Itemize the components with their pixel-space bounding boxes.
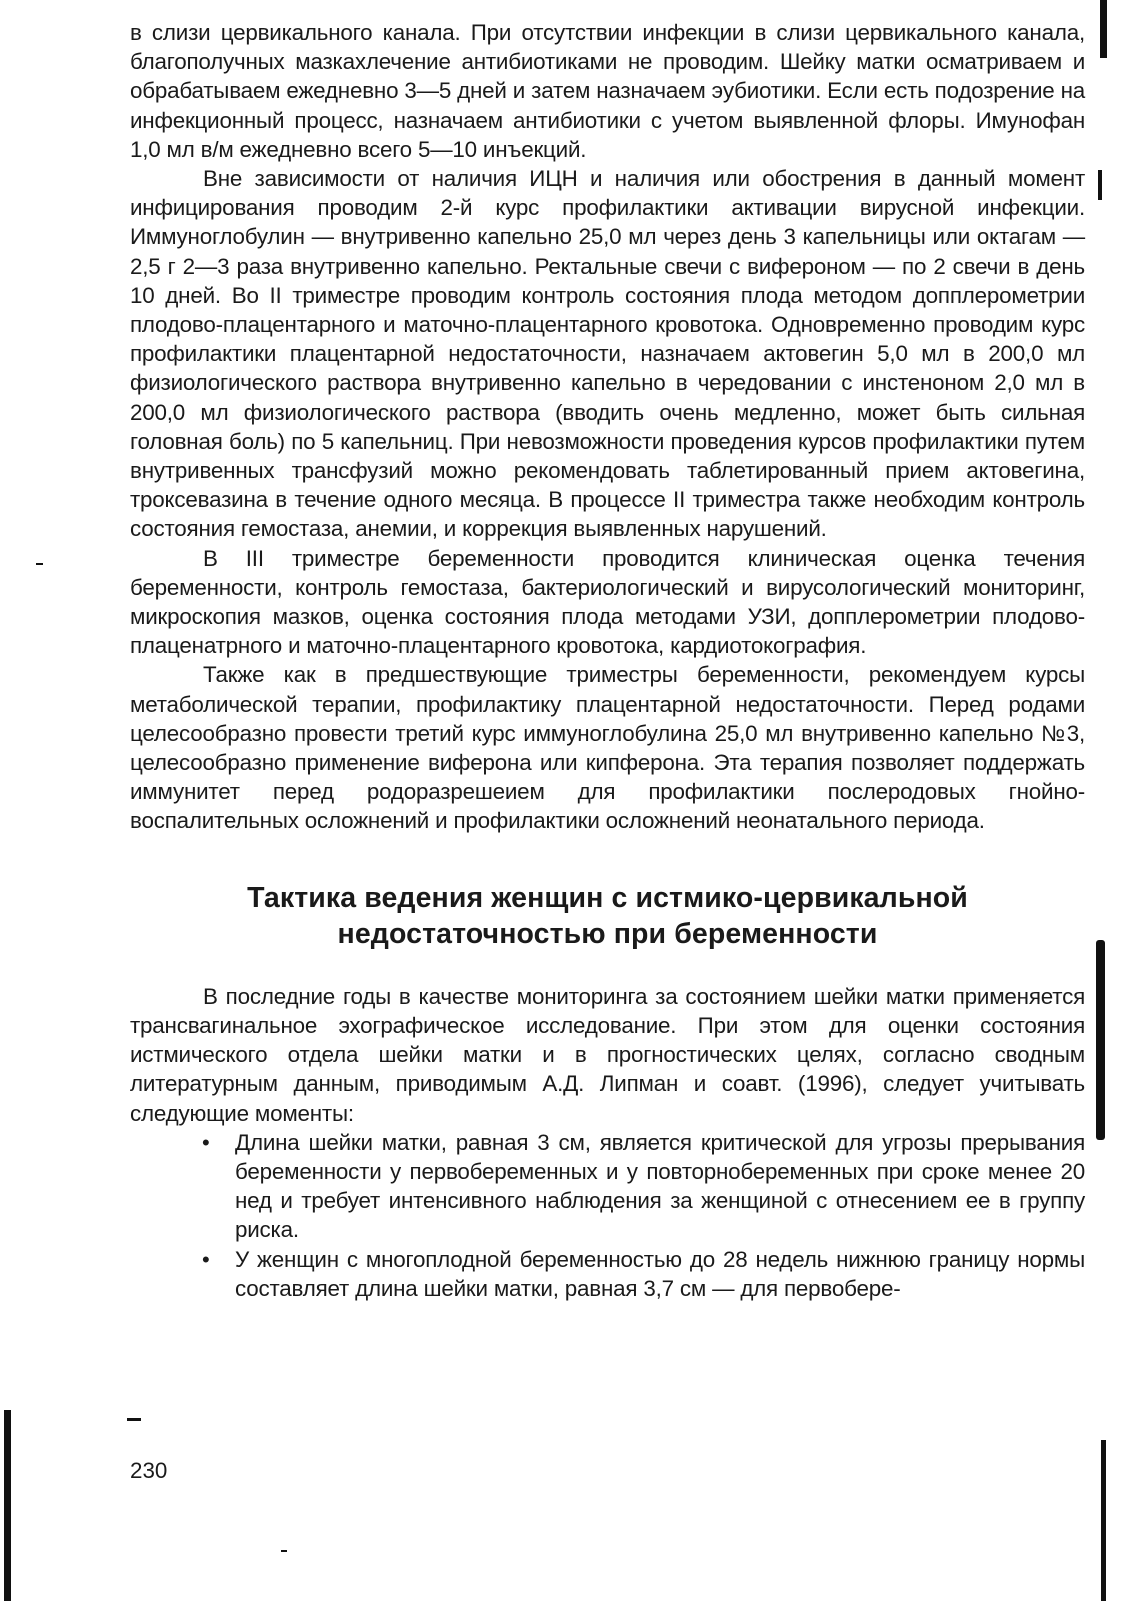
bullet-icon: • (202, 1246, 210, 1272)
intro-paragraph: В последние годы в качестве мониторинга за состоянием шейки матки применяется трансвагинальное эхографическое исследование. При этом для оценки состояния истмического отдела шейки матки и в прогностических целях, согласно сводным литературным данным, приводимым А.Д. Липман и соавт. (1996), следует учитывать следующие моменты: (130, 983, 1085, 1126)
bullet-text: Длина шейки матки, равная 3 см, является критической для угрозы прерывания беременности у первобеременных и у повторнобеременных при сроке менее 20 нед и требует интенсивного наблюдения за женщиной с отнесением ее в группу риска. (235, 1129, 1085, 1243)
scan-edge-mark (1100, 0, 1107, 58)
scan-edge-mark (4, 1410, 11, 1601)
paragraph-3: В III триместре беременности проводится клиническая оценка течения беременности, контроль гемостаза, бактериологический и вирусологический мониторинг, микроскопия мазков, оценка состояния плода методами УЗИ, допплерометрии плодово-плаценатрного и маточно-плацентарного кровотока, кардиотокография. (130, 545, 1085, 659)
section-heading (130, 880, 1085, 952)
bullet-text: У женщин с многоплодной беременностью до 28 недель нижнюю границу нормы составляет длина шейки матки, равная 3,7 см — для первобере- (235, 1246, 1085, 1301)
bullet-icon: • (202, 1129, 210, 1155)
heading-line-1: Тактика ведения женщин с истмико-цервикальной (247, 881, 968, 914)
scan-edge-mark (1101, 1440, 1106, 1601)
page-content (130, 18, 1085, 1303)
paragraph-4: Также как в предшествующие триместры беременности, рекомендуем курсы метаболической терапии, профилактику плацентарной недостаточности. Перед родами целесообразно провести третий курс иммуноглобулина 25,0 мл внутривенно капельно №3, целесообразно применение виферона или кипферона. Эта терапия позволяет поддержать иммунитет перед родоразрешеием для профилактики послеродовых гнойно-воспалительных осложнений и профилактики осложнений неонатального периода. (130, 662, 1085, 834)
bullet-item (130, 1128, 1085, 1245)
bullet-item (130, 1245, 1085, 1303)
paragraph-1: в слизи цервикального канала. При отсутствии инфекции в слизи цервикального канала, благополучных мазкахлечение антибиотиками не проводим. Шейку матки осматриваем и обрабатываем ежедневно 3—5 дней и затем назначаем эубиотики. Если есть подозрение на инфекционный процесс, назначаем антибиотики с учетом выявленной флоры. Имунофан 1,0 мл в/м ежедневно всего 5—10 инъекций. (130, 20, 1085, 162)
scan-edge-mark (281, 1550, 287, 1552)
scan-edge-mark (1098, 170, 1102, 200)
bullet-list (130, 1128, 1085, 1303)
paragraph-2: Вне зависимости от наличия ИЦН и наличия или обострения в данный момент инфицирования проводим 2-й курс профилактики активации вирусной инфекции. Иммуноглобулин — внутривенно капельно 25,0 мл через день 3 капельницы или октагам — 2,5 г 2—3 раза внутривенно капельно. Ректальные свечи с вифероном — по 2 свечи в день 10 дней. Во II триместре проводим контроль состояния плода методом допплерометрии плодово-плацентарного и маточно-плацентарного кровотока. Одновременно проводим курс профилактики плацентарной недостаточности, назначаем актовегин 5,0 мл в 200,0 мл физиологического раствора внутривенно капельно в чередовании с инстеноном 2,0 мл в 200,0 мл физиологического раствора (вводить очень медленно, может быть сильная головная боль) по 5 капельниц. При невозможности проведения курсов профилактики путем внутривенных трансфузий можно рекомендовать таблетированный прием актовегина, троксевазина в течение одного месяца. В процессе II триместра также необходим контроль состояния гемостаза, анемии, и коррекция выявленных нарушений. (130, 166, 1085, 542)
scan-edge-mark (1096, 940, 1105, 1140)
heading-line-2: недостаточностью при беременности (337, 917, 878, 950)
page-number: 230 (130, 1458, 168, 1483)
scan-edge-mark (36, 563, 43, 565)
scan-edge-mark (127, 1418, 141, 1421)
